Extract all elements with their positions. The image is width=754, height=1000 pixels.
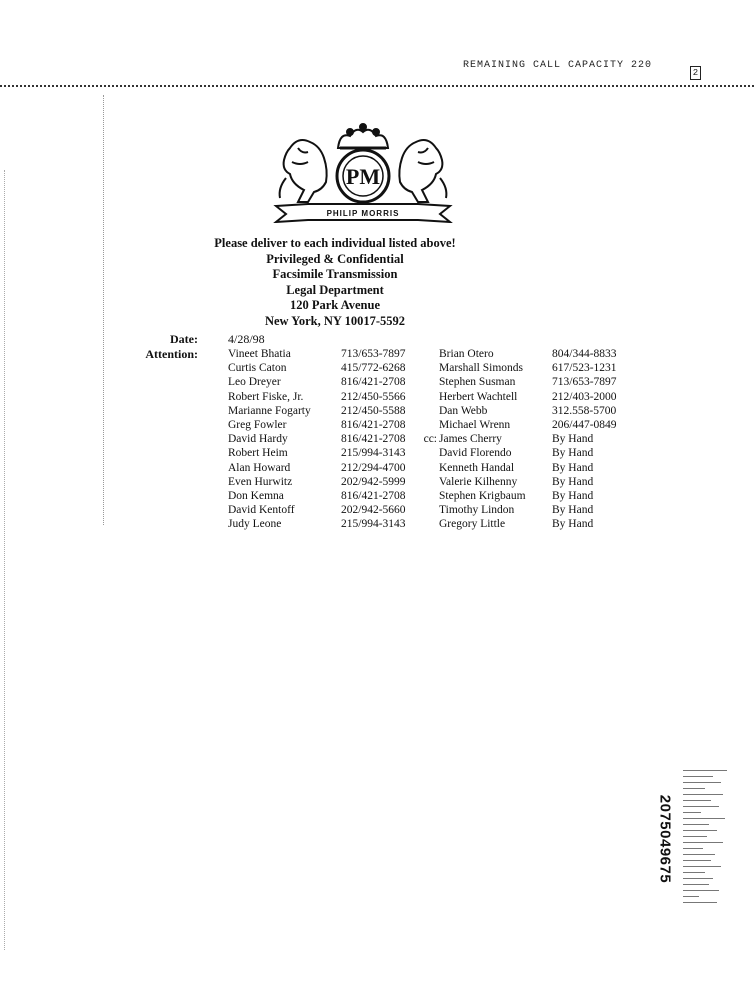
contact-phone: 212/450-5566	[341, 390, 406, 403]
header-block	[200, 236, 470, 329]
contact-phone: 415/772-6268	[341, 362, 406, 375]
contact-name: Leo Dreyer	[228, 376, 281, 389]
attention-label: Attention:	[145, 347, 198, 361]
contact-name: Judy Leone	[228, 518, 282, 531]
fax-header-capacity: REMAINING CALL CAPACITY 220	[463, 60, 653, 71]
cc-marker	[421, 418, 439, 432]
lion-left-icon	[280, 140, 327, 202]
contact-phone: 816/421-2708	[341, 490, 406, 503]
contact-name: Herbert Wachtell	[439, 390, 518, 403]
contact-name: David Hardy	[228, 433, 288, 446]
contact-row	[228, 475, 668, 489]
contact-name: Robert Fiske, Jr.	[228, 390, 304, 403]
document-bates-number	[650, 784, 680, 894]
contact-phone: 202/942-5999	[341, 475, 406, 488]
contact-phone: 713/653-7897	[552, 376, 617, 389]
cc-marker	[421, 375, 439, 389]
contact-row	[228, 461, 668, 475]
lion-right-icon	[399, 140, 446, 202]
contact-phone: 816/421-2708	[341, 419, 406, 432]
contact-phone: 215/994-3143	[341, 518, 406, 531]
cc-marker	[421, 446, 439, 460]
cc-marker	[421, 390, 439, 404]
cc-marker	[421, 461, 439, 475]
cc-marker	[421, 404, 439, 418]
contact-phone: By Hand	[552, 461, 594, 474]
cc-marker	[421, 517, 439, 531]
contact-name: David Florendo	[439, 447, 512, 460]
logo-banner-text: PHILIP MORRIS	[326, 209, 400, 218]
contact-phone: By Hand	[552, 433, 594, 446]
contact-row	[228, 432, 668, 446]
contact-name: Stephen Krigbaum	[439, 490, 526, 503]
cc-marker	[421, 347, 439, 361]
contact-name: Robert Heim	[228, 447, 288, 460]
address-street: 120 Park Avenue	[289, 298, 381, 312]
fax-dotted-divider	[0, 85, 754, 87]
contact-name: Valerie Kilhenny	[439, 475, 518, 488]
philip-morris-logo	[268, 118, 458, 223]
contact-row	[228, 404, 668, 418]
contact-name: Even Hurwitz	[228, 475, 293, 488]
contact-row	[228, 361, 668, 375]
contact-phone: 212/403-2000	[552, 390, 617, 403]
cc-marker	[421, 503, 439, 517]
department-line: Legal Department	[286, 282, 384, 297]
deliver-instruction: Please deliver to each individual listed above!	[214, 236, 456, 250]
contact-list	[228, 347, 668, 531]
address-city: New York, NY 10017-5592	[264, 313, 406, 328]
cc-marker: cc:	[423, 433, 437, 446]
contact-phone: 212/450-5588	[341, 404, 406, 417]
contact-name: Timothy Lindon	[439, 504, 515, 517]
contact-name: Curtis Caton	[228, 362, 287, 375]
contact-phone: 804/344-8833	[552, 348, 617, 360]
contact-phone: 212/294-4700	[341, 461, 406, 474]
fax-page-number: 2	[690, 66, 701, 80]
contact-row	[228, 347, 668, 361]
contact-row	[228, 375, 668, 389]
contact-name: Dan Webb	[439, 404, 488, 417]
cc-marker	[421, 489, 439, 503]
contact-phone: 816/421-2708	[341, 433, 406, 446]
contact-row	[228, 446, 668, 460]
scan-edge-dots	[4, 170, 5, 950]
contact-phone: 215/994-3143	[341, 447, 406, 460]
contact-phone: 816/421-2708	[341, 376, 406, 389]
contact-row	[228, 503, 668, 517]
scan-stamp-marks	[683, 770, 731, 910]
contact-phone: By Hand	[552, 475, 594, 488]
cc-marker	[421, 361, 439, 375]
contact-row	[228, 390, 668, 404]
contact-name: Gregory Little	[439, 518, 506, 531]
contact-phone: By Hand	[552, 518, 594, 531]
document-number-text: 2075049675	[656, 794, 674, 884]
contact-name: Vineet Bhatia	[228, 348, 291, 360]
contact-phone: By Hand	[552, 504, 594, 517]
contact-phone: By Hand	[552, 447, 594, 460]
cc-marker	[421, 475, 439, 489]
contact-name: Alan Howard	[228, 461, 291, 474]
contact-name: Stephen Susman	[439, 376, 516, 389]
contact-name: David Kentoff	[228, 504, 295, 517]
contact-name: Marshall Simonds	[439, 362, 524, 375]
contact-phone: 312.558-5700	[552, 404, 617, 417]
contact-name: James Cherry	[439, 433, 502, 446]
contact-phone: 713/653-7897	[341, 348, 406, 360]
contact-name: Don Kemna	[228, 490, 284, 503]
crown-icon	[338, 124, 388, 148]
contact-name: Greg Fowler	[228, 419, 287, 432]
contact-name: Marianne Fogarty	[228, 404, 311, 417]
contact-row	[228, 489, 668, 503]
contact-phone: 206/447-0849	[552, 419, 617, 432]
contact-name: Michael Wrenn	[439, 419, 511, 432]
contact-phone: 617/523-1231	[552, 362, 617, 375]
date-label: Date:	[170, 332, 198, 346]
fax-transmission-line: Facsimile Transmission	[272, 267, 398, 281]
date-value: 4/28/98	[228, 332, 265, 346]
contact-row	[228, 418, 668, 432]
contact-phone: By Hand	[552, 490, 594, 503]
logo-monogram: PM	[345, 164, 381, 189]
contact-name: Brian Otero	[439, 348, 494, 360]
scan-margin-dots	[103, 95, 104, 525]
contact-name: Kenneth Handal	[439, 461, 515, 474]
privileged-line: Privileged & Confidential	[266, 251, 404, 266]
contact-phone: 202/942-5660	[341, 504, 406, 517]
contact-row-truncated	[228, 517, 668, 531]
